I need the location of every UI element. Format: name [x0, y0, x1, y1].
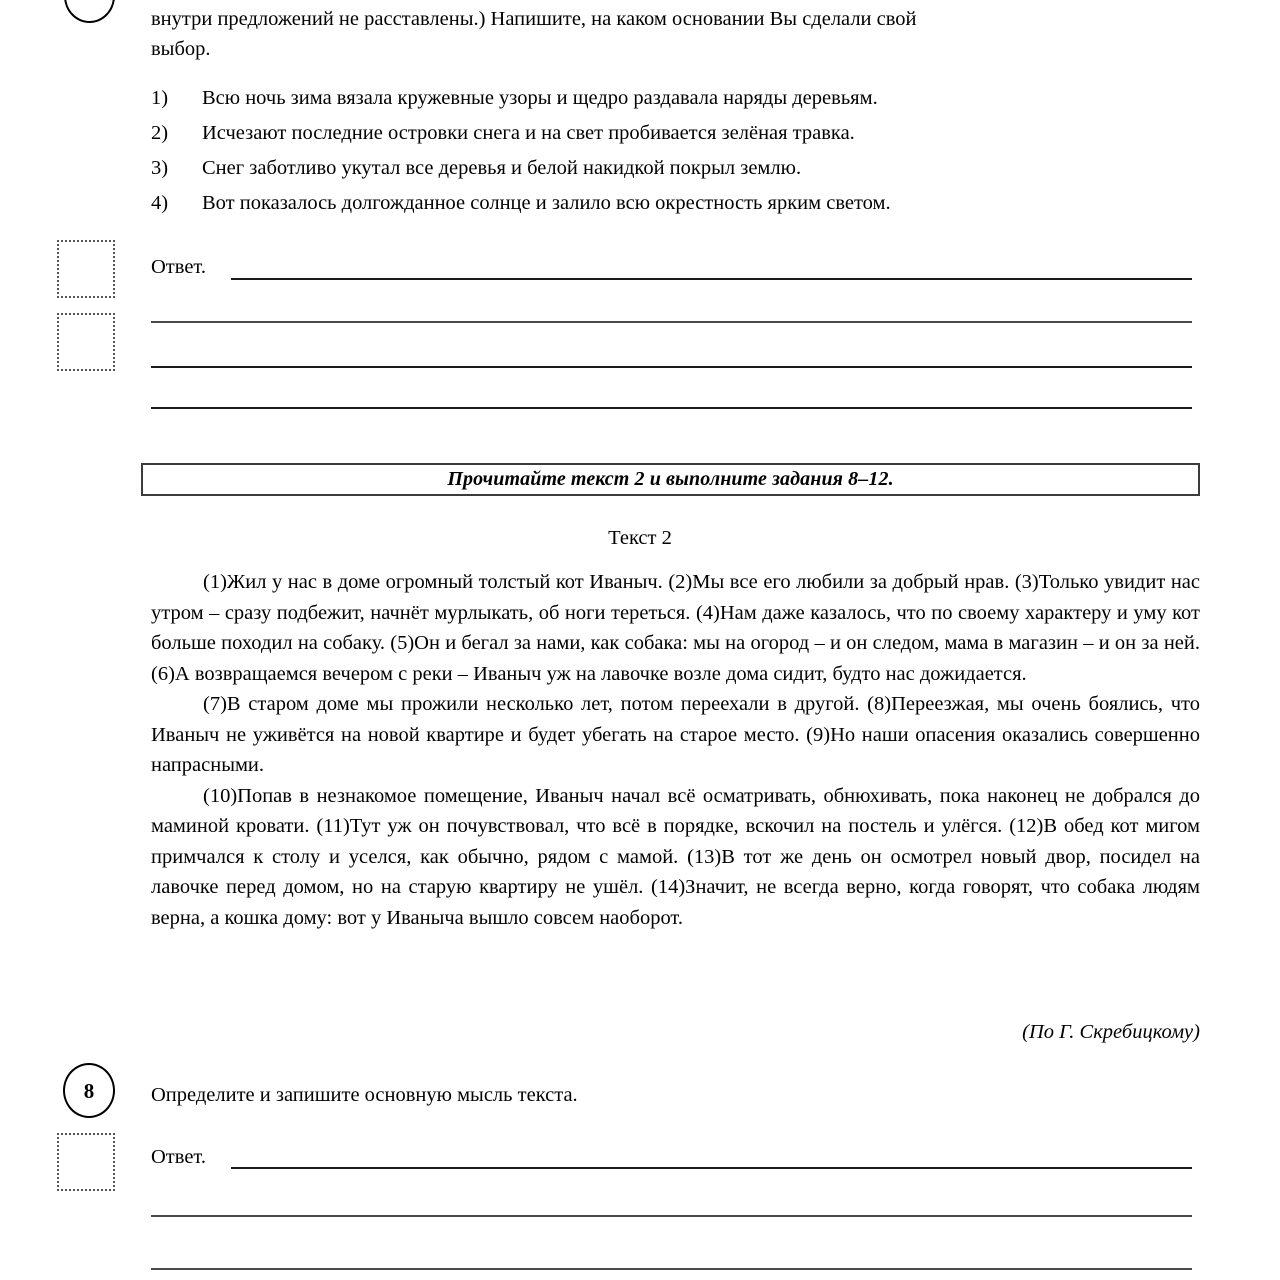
answer-line[interactable] [231, 1167, 1192, 1169]
text2-attribution: (По Г. Скребицкому) [1022, 1021, 1200, 1043]
section-header-box [141, 463, 1200, 496]
option-text: Снег заботливо укутал все деревья и белой накидкой покрыл землю. [202, 157, 802, 179]
answer-line[interactable] [231, 278, 1192, 280]
list-item[interactable] [151, 154, 1200, 182]
score-box[interactable] [57, 313, 115, 371]
answer-line[interactable] [151, 366, 1192, 368]
option-number: 3) [151, 157, 169, 179]
list-item[interactable] [151, 189, 1200, 217]
answer-line[interactable] [151, 1268, 1192, 1270]
section-header-title: Прочитайте текст 2 и выполните задания 8–12. [447, 468, 894, 490]
task-number-circle-8: 8 [63, 1063, 115, 1118]
text2-body [151, 567, 1200, 933]
answer-line[interactable] [151, 321, 1192, 323]
option-text: Исчезают последние островки снега и на свет пробивается зелёная травка. [202, 122, 855, 144]
task7-options-list [151, 84, 1200, 224]
task-number-circle-7 [64, 0, 115, 23]
score-box[interactable] [57, 1133, 115, 1191]
score-box[interactable] [57, 240, 115, 298]
option-text: Вот показалось долгожданное солнце и залило всю окрестность ярким светом. [202, 192, 891, 214]
answer-line[interactable] [151, 1215, 1192, 1217]
list-item[interactable] [151, 84, 1200, 112]
task7-prompt-text-line3: выбор. [151, 38, 211, 60]
task7-prompt [151, 0, 1200, 64]
option-number: 4) [151, 192, 169, 214]
task8-prompt: Определите и запишите основную мысль текста. [151, 1084, 578, 1106]
option-number: 1) [151, 87, 169, 109]
text2-paragraph: (10)Попав в незнакомое помещение, Иваныч начал всё осматривать, обнюхивать, пока наконец не добрался до маминой кровати. (11)Тут уж он почувствовал, что всё в порядке, вскочил на постель и улёгся. (12)В обед кот мигом примчался к столу и уселся, как обычно, рядом с мамой. (13)В тот же день он осмотрел новый двор, посидел на лавочке перед домом, но на старую квартиру не ушёл. (14)Значит, не всегда верно, когда говорят, что собака людям верна, а кошка дому: вот у Иваныча вышло совсем наоборот. [151, 784, 1200, 929]
option-text: Всю ночь зима вязала кружевные узоры и щедро раздавала наряды деревьям. [202, 87, 878, 109]
list-item[interactable] [151, 119, 1200, 147]
text2-paragraph: (1)Жил у нас в доме огромный толстый кот Иваныч. (2)Мы все его любили за добрый нрав. (3)Только увидит нас утром – сразу подбежит, начнёт мурлыкать, об ноги тереться. (4)Нам даже казалось, что по своему характеру и уму кот больше походил на собаку. (5)Он и бегал за нами, как собака: мы на огород – и он следом, мама в магазин – и он за ней. (6)А возвращаемся вечером с реки – Иваныч уж на лавочке возле дома сидит, будто нас дожидается. [151, 571, 1200, 685]
answer-line[interactable] [151, 407, 1192, 409]
task7-prompt-text-line2: внутри предложений не расставлены.) Напишите, на каком основании Вы сделали свой [151, 8, 917, 30]
text2-paragraph: (7)В старом доме мы прожили несколько лет, потом переехали в другой. (8)Переезжая, мы очень боялись, что Иваныч не уживётся на новой квартире и будет убегать на старое место. (9)Но наши опасения оказались совершенно напрасными. [151, 693, 1200, 776]
option-number: 2) [151, 122, 169, 144]
text2-title: Текст 2 [608, 527, 672, 549]
answer-label: Ответ. [151, 256, 206, 278]
answer-label: Ответ. [151, 1146, 206, 1168]
